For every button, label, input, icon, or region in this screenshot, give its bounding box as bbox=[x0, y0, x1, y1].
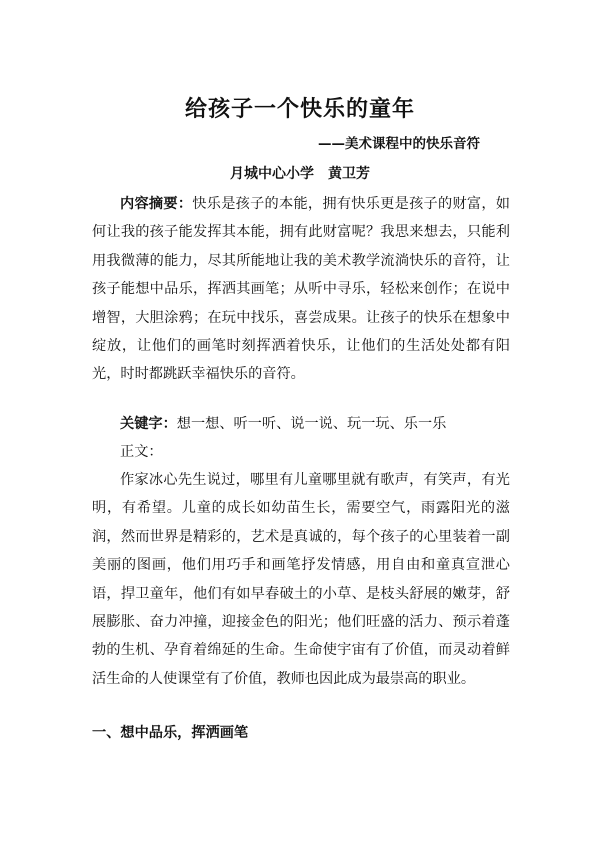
author-line bbox=[0, 163, 600, 183]
document-title: 给孩子一个快乐的童年 bbox=[184, 97, 415, 122]
keywords-label: 关键字： bbox=[120, 416, 177, 432]
keywords-text: 想一想、听一听、说一说、玩一玩、乐一乐 bbox=[176, 416, 447, 432]
abstract-text: 快乐是孩子的本能，拥有快乐更是孩子的财富，如何让我的孩子能发挥其本能，拥有此财富呢？我思来想去，只能利用我微薄的能力，尽其所能地让我的美术教学流淌快乐的音符，让孩子能想中品乐，挥洒其画笔；从听中寻乐，轻松来创作；在说中增智，大胆涂鸦；在玩中找乐，喜尝成果。让孩子的快乐在想象中绽放，让他们的画笔时刻挥洒着快乐，让他们的生活处处都有阳光，时时都跳跃幸福快乐的音符。 bbox=[92, 196, 510, 383]
abstract-paragraph bbox=[92, 190, 510, 389]
body-paragraph: 作家冰心先生说过，哪里有儿童哪里就有歌声，有笑声，有光明，有希望。儿童的成长如幼苗生长，需要空气，雨露阳光的滋润，然而世界是精彩的，艺术是真诚的，每个孩子的心里装着一副美丽的图画，他们用巧手和画笔抒发情感，用自由和童真宣泄心语，捍卫童年，他们有如早春破土的小草、是枝头舒展的嫩芽，舒展膨胀、奋力冲撞，迎接金色的阳光；他们旺盛的活力、预示着蓬勃的生机、孕育着绵延的生命。生命使宇宙有了价值，而灵动着鲜活生命的人使课堂有了价值，教师也因此成为最崇高的职业。 bbox=[92, 472, 510, 687]
body-label: 正文： bbox=[120, 444, 163, 460]
document-subtitle: ——美术课程中的快乐音符 bbox=[318, 136, 480, 152]
author-school: 月城中心小学 bbox=[230, 166, 314, 182]
abstract-label: 内容摘要： bbox=[120, 196, 193, 212]
section-heading: 一、想中品乐，挥洒画笔 bbox=[92, 725, 249, 741]
author-name: 黄卫芳 bbox=[328, 166, 370, 182]
keywords-paragraph bbox=[92, 410, 510, 438]
